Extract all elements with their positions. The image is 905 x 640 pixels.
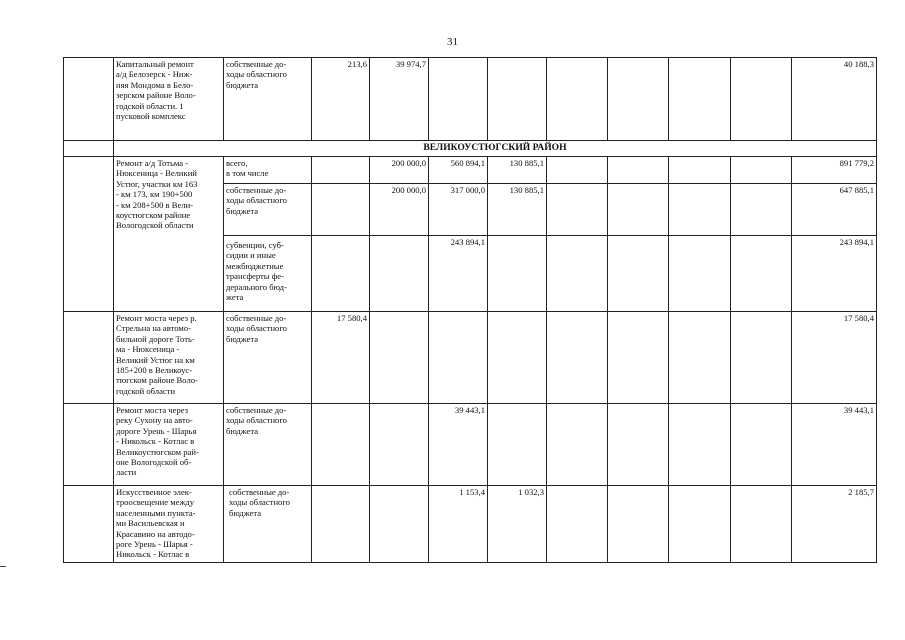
- value-col8: [731, 486, 792, 563]
- district-row: [64, 141, 877, 157]
- table-row: [64, 58, 877, 141]
- funding-source: собственные до- ходы областного бюджета: [224, 184, 312, 236]
- value-total: 891 779,2: [792, 157, 877, 184]
- value-col1: 213,6: [312, 58, 370, 141]
- value-col8: [731, 58, 792, 141]
- table-row: [64, 312, 877, 404]
- table-cell: [64, 58, 114, 141]
- value-col5: [547, 236, 608, 312]
- value-col4: [488, 58, 547, 141]
- value-col6: [608, 404, 669, 486]
- object-name: Ремонт а/д Тотьма - Нюксеница - Великий Устюг, участки км 163 - км 173, км 190+500 - км 208+500 в Вели- коустюгском районе Вологодской области: [114, 157, 224, 312]
- object-name: Ремонт моста через реку Сухону на авто- дороге Урень - Шарья - Никольск - Котлас в Великоустюгском рай- оне Вологодской об- ласти: [114, 404, 224, 486]
- funding-source: собственные до- ходы областного бюджета: [224, 58, 312, 141]
- value-col3: 560 894,1: [429, 157, 488, 184]
- funding-source: [224, 236, 312, 312]
- value-col6: [608, 184, 669, 236]
- value-col3: [429, 58, 488, 141]
- value-col4: [488, 236, 547, 312]
- object-name: Ремонт моста через р. Стрельна на автомо- бильной дороге Тоть- ма - Нюксеница - Великий Устюг на км 185+200 в Великоус- тюгском районе Воло- годской области: [114, 312, 224, 404]
- value-col1: [312, 486, 370, 563]
- value-col2: 39 974,7: [370, 58, 429, 141]
- value-col2: [370, 486, 429, 563]
- value-col3: 1 153,4: [429, 486, 488, 563]
- value-total: 647 885,1: [792, 184, 877, 236]
- value-col7: [669, 404, 731, 486]
- budget-table: [63, 57, 877, 563]
- value-col1: 17 580,4: [312, 312, 370, 404]
- value-col2: 200 000,0: [370, 184, 429, 236]
- value-total: 39 443,1: [792, 404, 877, 486]
- object-name: Искусственное элек- троосвещение между населенными пункта- ми Васильевская и Красавино на автодо- роге Урень - Шарья - Никольск - Котлас в: [114, 486, 224, 563]
- table-row: [64, 486, 877, 563]
- table-cell: [64, 486, 114, 563]
- value-col3: [429, 312, 488, 404]
- value-total: 243 894,1: [792, 236, 877, 312]
- value-col8: [731, 184, 792, 236]
- object-name: Капитальный ремонт а/д Белозерск - Ниж- няя Мондома в Бело- зерском районе Воло- годской области. 1 пусковой комплекс: [114, 58, 224, 141]
- value-col3: 317 000,0: [429, 184, 488, 236]
- value-total: 2 185,7: [792, 486, 877, 563]
- value-col5: [547, 312, 608, 404]
- value-col7: [669, 486, 731, 563]
- value-col7: [669, 157, 731, 184]
- table-row: [64, 157, 877, 184]
- funding-source: всего, в том числе: [224, 157, 312, 184]
- value-col2: [370, 236, 429, 312]
- value-col8: [731, 157, 792, 184]
- table-cell: [64, 141, 114, 157]
- value-col5: [547, 486, 608, 563]
- value-col8: [731, 404, 792, 486]
- page-number: 31: [447, 36, 458, 48]
- value-col2: 200 000,0: [370, 157, 429, 184]
- value-col4: 1 032,3: [488, 486, 547, 563]
- value-col7: [669, 312, 731, 404]
- value-col4: 130 885,1: [488, 184, 547, 236]
- district-heading: ВЕЛИКОУСТЮГСКИЙ РАЙОН: [114, 141, 877, 157]
- value-total: 17 580,4: [792, 312, 877, 404]
- value-col7: [669, 236, 731, 312]
- value-col6: [608, 486, 669, 563]
- value-col7: [669, 184, 731, 236]
- edge-mark: [0, 566, 6, 567]
- table-cell: [64, 404, 114, 486]
- value-col4: [488, 404, 547, 486]
- value-col7: [669, 58, 731, 141]
- funding-source-label: субвенции, суб- сидии и иные межбюджетные трансферты фе- дерального бюд- жета: [226, 240, 287, 303]
- value-col5: [547, 184, 608, 236]
- value-col6: [608, 312, 669, 404]
- value-col1: [312, 184, 370, 236]
- value-total: 40 188,3: [792, 58, 877, 141]
- value-col6: [608, 236, 669, 312]
- value-col6: [608, 157, 669, 184]
- value-col1: [312, 157, 370, 184]
- value-col8: [731, 236, 792, 312]
- table-cell: [64, 157, 114, 312]
- value-col1: [312, 404, 370, 486]
- value-col3: 39 443,1: [429, 404, 488, 486]
- table-cell: [64, 312, 114, 404]
- value-col5: [547, 58, 608, 141]
- funding-source: собственные до- ходы областного бюджета: [224, 312, 312, 404]
- value-col4: [488, 312, 547, 404]
- value-col6: [608, 58, 669, 141]
- value-col8: [731, 312, 792, 404]
- value-col5: [547, 157, 608, 184]
- value-col2: [370, 404, 429, 486]
- value-col2: [370, 312, 429, 404]
- value-col1: [312, 236, 370, 312]
- value-col5: [547, 404, 608, 486]
- table-row: [64, 404, 877, 486]
- value-col3: 243 894,1: [429, 236, 488, 312]
- funding-source-label: собственные до- ходы областного бюджета: [229, 487, 290, 518]
- value-col4: 130 885,1: [488, 157, 547, 184]
- funding-source: [224, 486, 312, 563]
- funding-source: собственные до- ходы областного бюджета: [224, 404, 312, 486]
